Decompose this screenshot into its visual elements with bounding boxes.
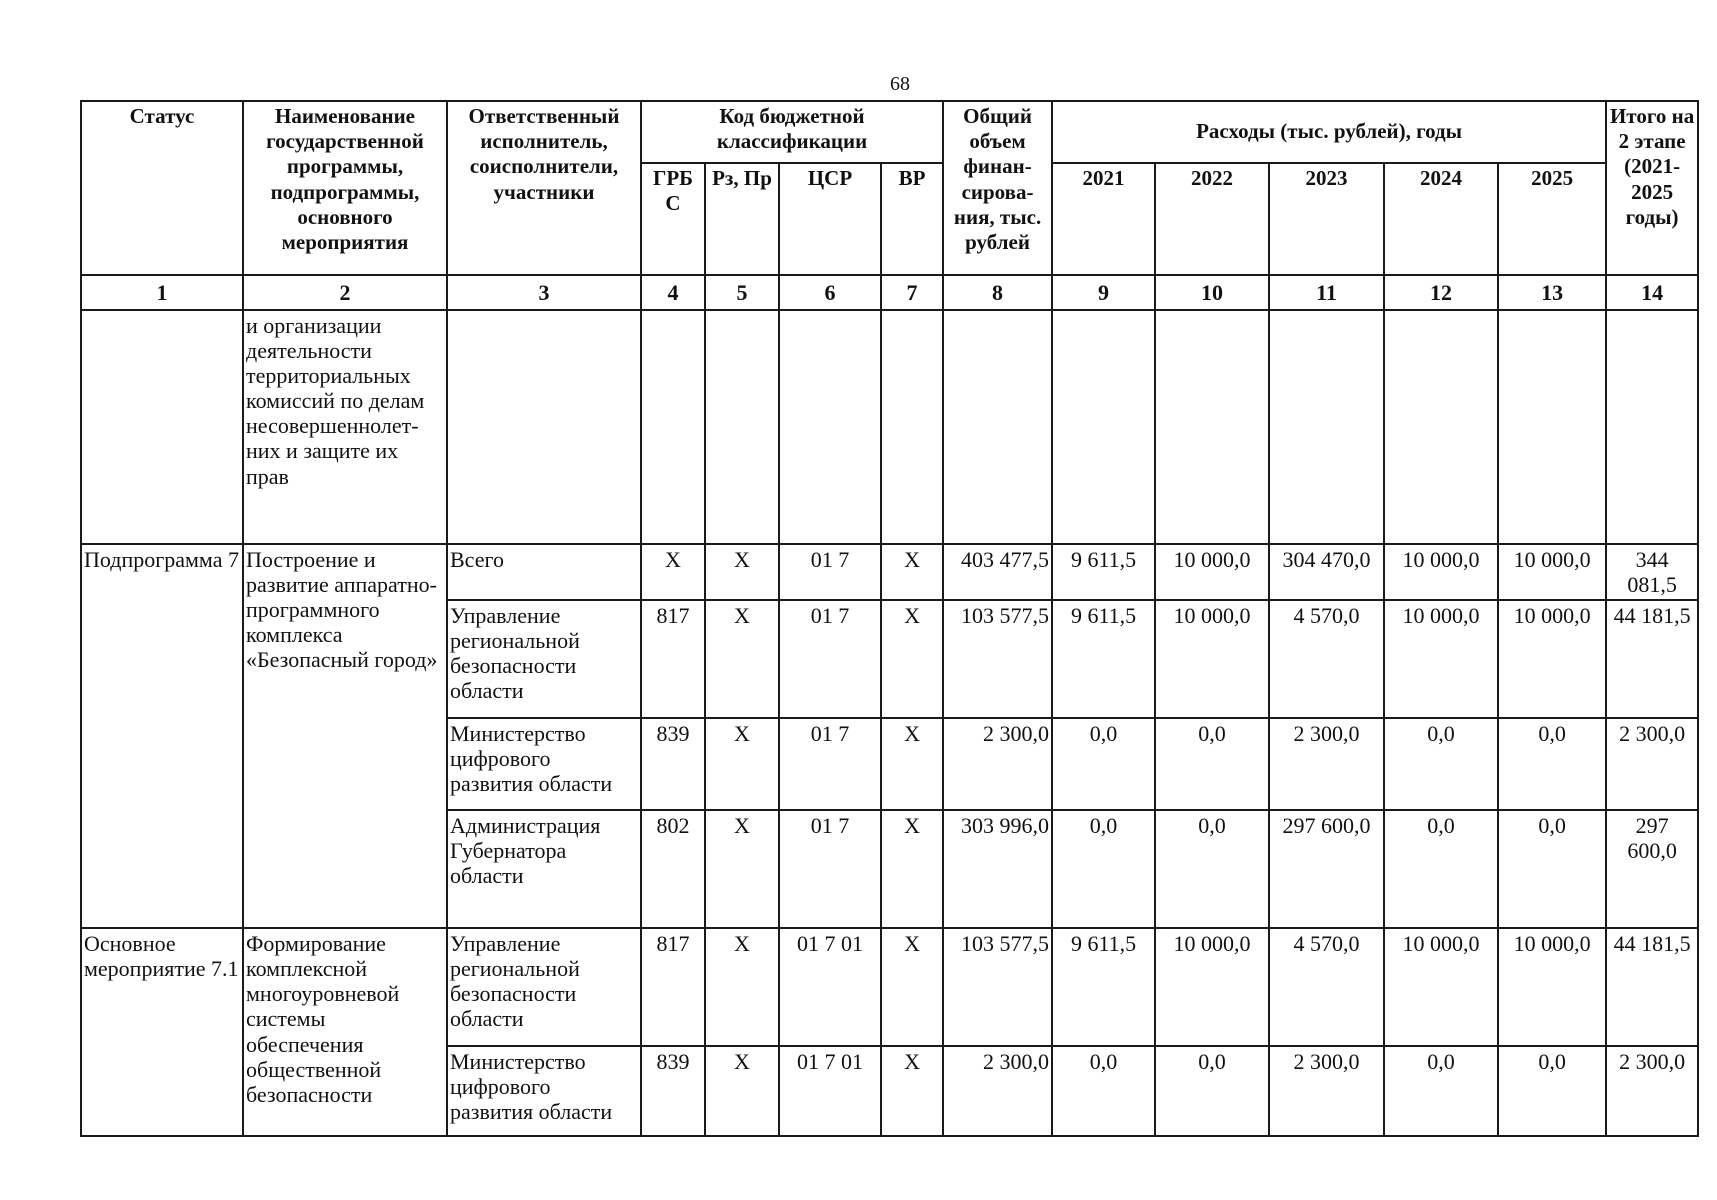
csr-cell: 01 7 xyxy=(779,718,881,810)
year-2023-cell: 297 600,0 xyxy=(1269,810,1384,928)
empty-cell xyxy=(447,310,641,544)
header-expenses: Расходы (тыс. рублей), годы xyxy=(1052,101,1606,163)
column-number: 3 xyxy=(447,275,641,310)
column-number: 12 xyxy=(1384,275,1498,310)
header-year-2021: 2021 xyxy=(1052,163,1155,275)
sum-cell: 344 081,5 xyxy=(1606,544,1698,600)
empty-cell xyxy=(1606,310,1698,544)
grbs-cell: 802 xyxy=(641,810,705,928)
status-cell: Основное мероприятие 7.1 xyxy=(81,928,243,1136)
header-year-2024: 2024 xyxy=(1384,163,1498,275)
column-number: 10 xyxy=(1155,275,1269,310)
total-cell: 2 300,0 xyxy=(943,1046,1052,1136)
rz-cell: Х xyxy=(705,718,779,810)
sum-cell: 297 600,0 xyxy=(1606,810,1698,928)
rz-cell: Х xyxy=(705,600,779,718)
vr-cell: Х xyxy=(881,810,943,928)
header-total-financing: Общий объем финан-сирова-ния, тыс. рублей xyxy=(943,101,1052,275)
vr-cell: Х xyxy=(881,928,943,1046)
year-2022-cell: 0,0 xyxy=(1155,1046,1269,1136)
column-number: 5 xyxy=(705,275,779,310)
csr-cell: 01 7 xyxy=(779,600,881,718)
total-cell: 2 300,0 xyxy=(943,718,1052,810)
executor-cell: Министерство цифрового развития области xyxy=(447,718,641,810)
column-number: 9 xyxy=(1052,275,1155,310)
vr-cell: Х xyxy=(881,544,943,600)
program-name-cell: Формирование комплексной многоуровневой системы обеспечения общественной безопасности xyxy=(243,928,447,1136)
csr-cell: 01 7 xyxy=(779,810,881,928)
empty-cell xyxy=(1384,310,1498,544)
header-budget-code: Код бюджетной классификации xyxy=(641,101,943,163)
header-grbs: ГРБ С xyxy=(641,163,705,275)
status-cell: Подпрограмма 7 xyxy=(81,544,243,928)
continuation-row xyxy=(81,310,1698,544)
total-cell: 303 996,0 xyxy=(943,810,1052,928)
rz-cell: Х xyxy=(705,928,779,1046)
year-2023-cell: 304 470,0 xyxy=(1269,544,1384,600)
grbs-cell: 817 xyxy=(641,928,705,1046)
executor-cell: Администрация Губернатора области xyxy=(447,810,641,928)
header-rz-pr: Рз, Пр xyxy=(705,163,779,275)
year-2025-cell: 10 000,0 xyxy=(1498,544,1606,600)
column-number: 8 xyxy=(943,275,1052,310)
column-number: 7 xyxy=(881,275,943,310)
vr-cell: Х xyxy=(881,718,943,810)
column-number: 13 xyxy=(1498,275,1606,310)
year-2022-cell: 0,0 xyxy=(1155,718,1269,810)
header-status: Статус xyxy=(81,101,243,275)
executor-cell: Всего xyxy=(447,544,641,600)
empty-cell xyxy=(1498,310,1606,544)
executor-cell: Управление региональной безопасности области xyxy=(447,600,641,718)
sum-cell: 44 181,5 xyxy=(1606,600,1698,718)
year-2025-cell: 0,0 xyxy=(1498,810,1606,928)
year-2025-cell: 0,0 xyxy=(1498,1046,1606,1136)
empty-cell xyxy=(943,310,1052,544)
column-number: 1 xyxy=(81,275,243,310)
table-row xyxy=(81,928,1698,1046)
header-row-1 xyxy=(81,101,1698,163)
year-2022-cell: 10 000,0 xyxy=(1155,928,1269,1046)
year-2023-cell: 2 300,0 xyxy=(1269,718,1384,810)
executor-cell: Министерство цифрового развития области xyxy=(447,1046,641,1136)
year-2023-cell: 4 570,0 xyxy=(1269,928,1384,1046)
continuation-name-cell: и организации деятельности территориальных комиссий по делам несовершеннолет-них и защите их прав xyxy=(243,310,447,544)
year-2021-cell: 9 611,5 xyxy=(1052,928,1155,1046)
csr-cell: 01 7 01 xyxy=(779,928,881,1046)
rz-cell: Х xyxy=(705,810,779,928)
empty-cell xyxy=(641,310,705,544)
status-cell xyxy=(81,310,243,544)
year-2021-cell: 9 611,5 xyxy=(1052,600,1155,718)
year-2021-cell: 0,0 xyxy=(1052,718,1155,810)
rz-cell: Х xyxy=(705,1046,779,1136)
sum-cell: 2 300,0 xyxy=(1606,718,1698,810)
budget-table xyxy=(80,100,1699,1137)
program-name-cell: Построение и развитие аппаратно-программного комплекса «Безопасный город» xyxy=(243,544,447,928)
year-2023-cell: 4 570,0 xyxy=(1269,600,1384,718)
sum-cell: 2 300,0 xyxy=(1606,1046,1698,1136)
year-2024-cell: 0,0 xyxy=(1384,1046,1498,1136)
header-year-2023: 2023 xyxy=(1269,163,1384,275)
year-2023-cell: 2 300,0 xyxy=(1269,1046,1384,1136)
header-year-2025: 2025 xyxy=(1498,163,1606,275)
year-2025-cell: 10 000,0 xyxy=(1498,928,1606,1046)
year-2024-cell: 0,0 xyxy=(1384,718,1498,810)
vr-cell: Х xyxy=(881,600,943,718)
total-cell: 103 577,5 xyxy=(943,928,1052,1046)
executor-cell: Управление региональной безопасности области xyxy=(447,928,641,1046)
csr-cell: 01 7 01 xyxy=(779,1046,881,1136)
header-name: Наименование государственной программы, подпрограммы, основного мероприятия xyxy=(243,101,447,275)
grbs-cell: 839 xyxy=(641,718,705,810)
year-2024-cell: 0,0 xyxy=(1384,810,1498,928)
year-2021-cell: 0,0 xyxy=(1052,1046,1155,1136)
empty-cell xyxy=(705,310,779,544)
year-2021-cell: 0,0 xyxy=(1052,810,1155,928)
year-2024-cell: 10 000,0 xyxy=(1384,544,1498,600)
grbs-cell: Х xyxy=(641,544,705,600)
empty-cell xyxy=(1155,310,1269,544)
column-number: 2 xyxy=(243,275,447,310)
empty-cell xyxy=(779,310,881,544)
header-year-2022: 2022 xyxy=(1155,163,1269,275)
page-number: 68 xyxy=(890,73,910,95)
table-row xyxy=(81,544,1698,600)
csr-cell: 01 7 xyxy=(779,544,881,600)
column-number: 6 xyxy=(779,275,881,310)
header-total-stage2: Итого на 2 этапе (2021-2025 годы) xyxy=(1606,101,1698,275)
sum-cell: 44 181,5 xyxy=(1606,928,1698,1046)
column-number: 11 xyxy=(1269,275,1384,310)
empty-cell xyxy=(1269,310,1384,544)
year-2021-cell: 9 611,5 xyxy=(1052,544,1155,600)
header-responsible: Ответственный исполнитель, соисполнители, участники xyxy=(447,101,641,275)
year-2022-cell: 10 000,0 xyxy=(1155,600,1269,718)
total-cell: 403 477,5 xyxy=(943,544,1052,600)
year-2022-cell: 0,0 xyxy=(1155,810,1269,928)
column-number-row xyxy=(81,275,1698,310)
column-number: 4 xyxy=(641,275,705,310)
grbs-cell: 817 xyxy=(641,600,705,718)
header-vr: ВР xyxy=(881,163,943,275)
rz-cell: Х xyxy=(705,544,779,600)
empty-cell xyxy=(881,310,943,544)
year-2025-cell: 0,0 xyxy=(1498,718,1606,810)
year-2025-cell: 10 000,0 xyxy=(1498,600,1606,718)
year-2022-cell: 10 000,0 xyxy=(1155,544,1269,600)
column-number: 14 xyxy=(1606,275,1698,310)
grbs-cell: 839 xyxy=(641,1046,705,1136)
empty-cell xyxy=(1052,310,1155,544)
vr-cell: Х xyxy=(881,1046,943,1136)
year-2024-cell: 10 000,0 xyxy=(1384,600,1498,718)
header-csr: ЦСР xyxy=(779,163,881,275)
year-2024-cell: 10 000,0 xyxy=(1384,928,1498,1046)
total-cell: 103 577,5 xyxy=(943,600,1052,718)
